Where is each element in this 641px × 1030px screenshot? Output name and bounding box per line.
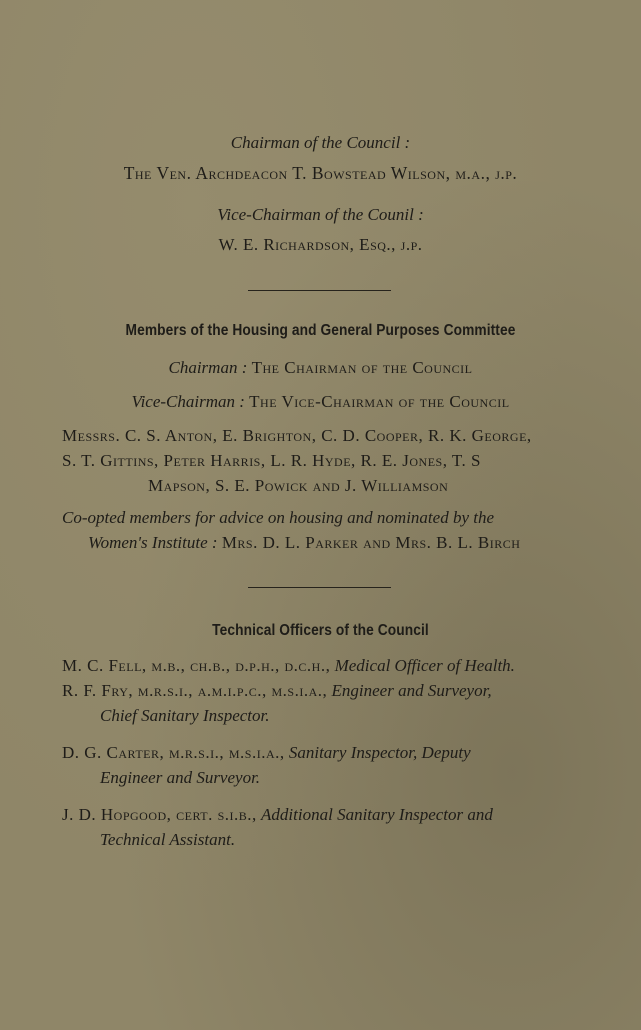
coopted-members: [62, 508, 582, 558]
council-vice-chairman-label: Vice-Chairman of the Counil :: [217, 205, 424, 224]
section-divider: [248, 587, 391, 588]
officer-role: Sanitary Inspector, Deputy: [288, 743, 471, 762]
technical-officers-heading: Technical Officers of the Council: [212, 622, 429, 639]
members-line: Messrs. C. S. Anton, E. Brighton, C. D. Cooper, R. K. George,: [62, 426, 532, 445]
officer-name: R. F. Fry, m.r.s.i., a.m.i.p.c., m.s.i.a.,: [62, 681, 328, 700]
council-vice-chairman-name: W. E. Richardson, Esq., j.p.: [218, 235, 423, 254]
committee-vice-chairman-value: The Vice-Chairman of the Council: [249, 392, 510, 411]
council-chairman-label: Chairman of the Council :: [230, 133, 411, 152]
officer-role: Additional Sanitary Inspector and: [261, 805, 493, 824]
committee-vice-chairman-row: [0, 392, 641, 412]
officer-entry: [62, 743, 582, 793]
officer-entry: [62, 656, 582, 681]
committee-chairman-row: [0, 358, 641, 378]
coopted-line: Co-opted members for advice on housing and nominated by the: [62, 508, 495, 527]
housing-committee-heading: Members of the Housing and General Purposes Committee: [125, 322, 516, 339]
committee-chairman-label: Chairman :: [168, 358, 248, 377]
coopted-names: Mrs. D. L. Parker and Mrs. B. L. Birch: [221, 533, 521, 552]
officer-name: J. D. Hopgood, cert. s.i.b.,: [62, 805, 257, 824]
members-line: Mapson, S. E. Powick and J. Williamson: [148, 476, 449, 495]
technical-officers-list: [62, 656, 582, 855]
members-line: S. T. Gittins, Peter Harris, L. R. Hyde, R. E. Jones, T. S: [62, 451, 481, 470]
officer-role-continued: Technical Assistant.: [100, 830, 236, 849]
officer-entry: [62, 681, 582, 731]
committee-vice-chairman-label: Vice-Chairman :: [131, 392, 245, 411]
committee-members: [62, 426, 582, 501]
council-chairman-name: The Ven. Archdeacon T. Bowstead Wilson, m.a., j.p.: [123, 163, 518, 183]
officer-role: Engineer and Surveyor,: [331, 681, 492, 700]
section-divider: [248, 290, 391, 291]
coopted-line-2: [62, 533, 582, 558]
officer-name: D. G. Carter, m.r.s.i., m.s.i.a.,: [62, 743, 285, 762]
coopted-label: Women's Institute :: [88, 533, 218, 552]
officer-role: Medical Officer of Health.: [334, 656, 515, 675]
officer-role-continued: Engineer and Surveyor.: [100, 768, 261, 787]
officer-role-continued: Chief Sanitary Inspector.: [100, 706, 270, 725]
officer-entry: [62, 805, 582, 855]
committee-chairman-value: The Chairman of the Council: [251, 358, 473, 377]
officer-name: M. C. Fell, m.b., ch.b., d.p.h., d.c.h.,: [62, 656, 331, 675]
